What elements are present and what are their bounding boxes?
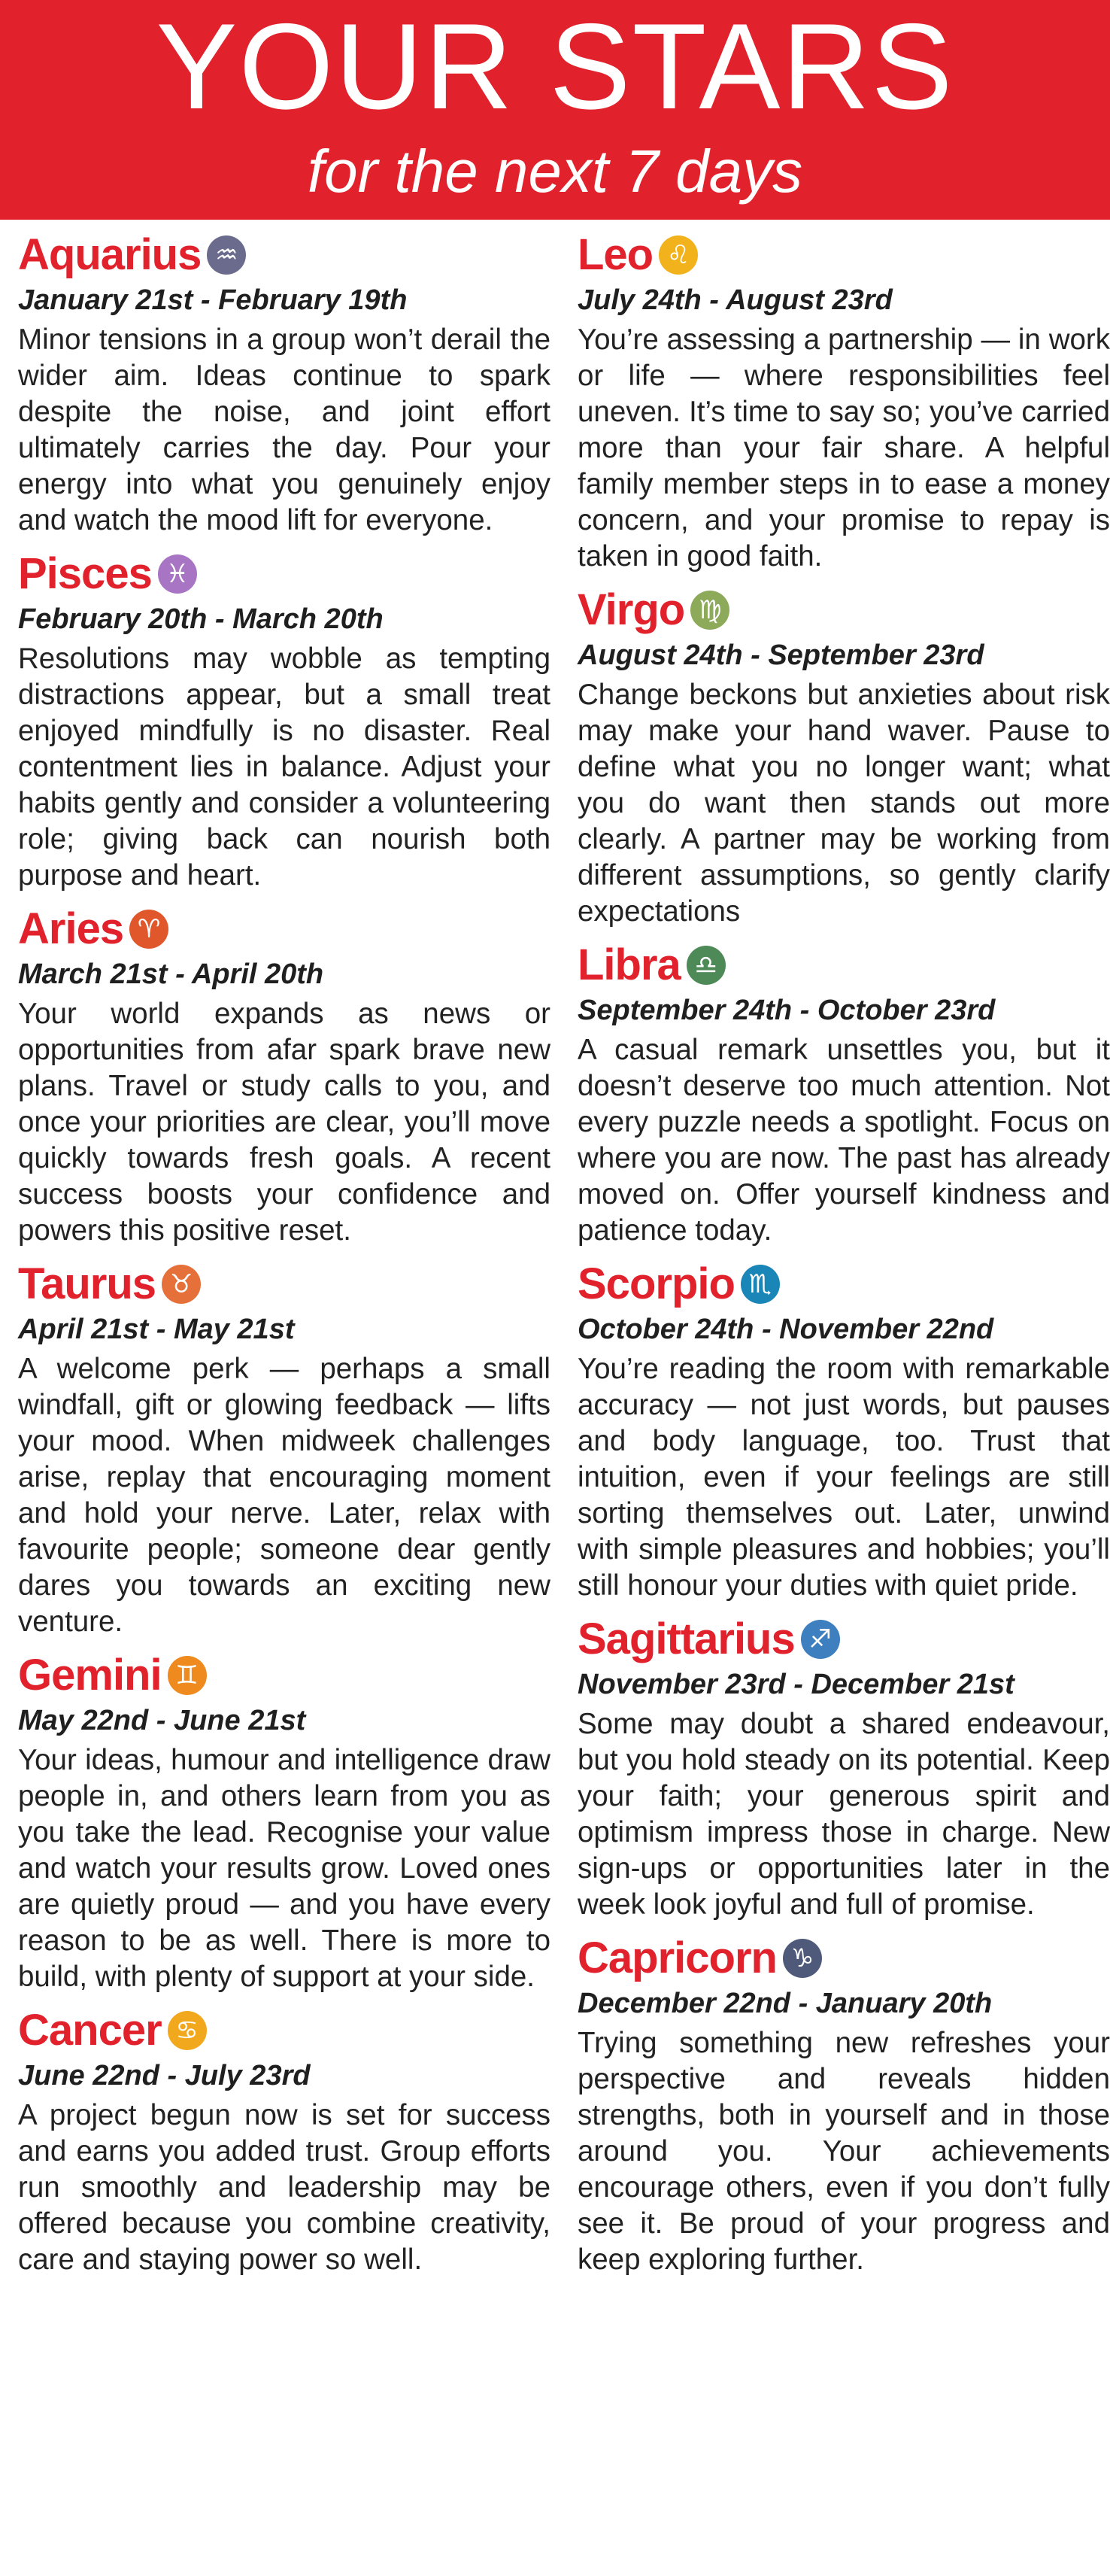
sign-horoscope-text: You’re assessing a partnership — in work or life — where responsibilities feel uneven. It’s time to say so; you’ve carried more than your fair share. A helpful family member steps in to ease a money concern, and your promise to repay is taken in good faith. xyxy=(578,324,1110,573)
sign-header xyxy=(18,1651,550,1700)
sign-name: Virgo xyxy=(578,585,685,634)
sign-header xyxy=(18,904,550,954)
sign-horoscope-text: Change beckons but anxieties about risk may make your hand waver. Pause to define what you no longer want; what you do want then stands out more clearly. A partner may be working from different assumptions, so gently clarify expectations xyxy=(578,679,1110,928)
sagittarius-icon: ♐︎ xyxy=(801,1620,840,1659)
cancer-icon: ♋︎ xyxy=(168,2011,207,2050)
sign-horoscope-text: Minor tensions in a group won’t derail the wider aim. Ideas continue to spark despite the noise, and joint effort ultimately carries the day. Pour your energy into what you genuinely enjoy and watch the mood lift for everyone. xyxy=(18,324,550,536)
sign-dates: March 21st - April 20th xyxy=(18,958,324,990)
sign-dates: May 22nd - June 21st xyxy=(18,1705,306,1736)
sign-horoscope-text: Trying something new refreshes your perspective and reveals hidden strengths, both in yourself and in those around you. Your achievements encourage others, even if you don’t fully see it. Be proud of your progress and keep exploring further. xyxy=(578,2027,1110,2276)
sign-horoscope-text: A casual remark unsettles you, but it doesn’t deserve too much attention. Not every puzzle needs a spotlight. Focus on where you are now. The past has already moved on. Offer yourself kindness and patience today. xyxy=(578,1034,1110,1247)
sign-name: Taurus xyxy=(18,1259,156,1308)
sign-horoscope-text: You’re reading the room with remarkable accuracy — not just words, but pauses and body language, too. Trust that intuition, even if your feelings are still sorting themselves out. Later, unwind with simple pleasures and hobbies; you’ll still honour your duties with quiet pride. xyxy=(578,1353,1110,1602)
header-banner xyxy=(0,0,1110,220)
sign-header xyxy=(18,1259,550,1309)
sign-gemini xyxy=(18,1651,550,1995)
sign-virgo xyxy=(578,585,1110,930)
sign-dates: August 24th - September 23rd xyxy=(578,639,984,671)
sign-header xyxy=(578,940,1110,990)
virgo-icon: ♍︎ xyxy=(690,591,729,630)
sign-dates: November 23rd - December 21st xyxy=(578,1669,1014,1700)
sign-name: Cancer xyxy=(18,2006,162,2055)
sign-dates: September 24th - October 23rd xyxy=(578,995,996,1026)
sign-header xyxy=(18,2006,550,2055)
sign-capricorn xyxy=(578,1934,1110,2278)
gemini-icon: ♊︎ xyxy=(168,1656,207,1695)
sign-aquarius xyxy=(18,230,550,539)
sign-name: Aries xyxy=(18,904,124,953)
sign-dates: January 21st - February 19th xyxy=(18,284,408,316)
leo-icon: ♌︎ xyxy=(659,235,698,275)
sign-header xyxy=(578,1615,1110,1664)
page-subtitle: for the next 7 days xyxy=(307,138,803,205)
pisces-icon: ♓︎ xyxy=(158,554,197,594)
sign-scorpio xyxy=(578,1259,1110,1604)
sign-header xyxy=(578,1259,1110,1309)
sign-leo xyxy=(578,230,1110,575)
sign-name: Gemini xyxy=(18,1651,162,1700)
sign-header xyxy=(578,585,1110,635)
aquarius-icon: ♒︎ xyxy=(207,235,246,275)
sign-horoscope-text: Your world expands as news or opportunities from afar spark brave new plans. Travel or study calls to you, and once your priorities are clear, you’ll move quickly towards fresh goals. A recent success boosts your confidence and powers this positive reset. xyxy=(18,998,550,1247)
sign-horoscope-text: A project begun now is set for success and earns you added trust. Group efforts run smoothly and leadership may be offered because you combine creativity, care and staying power so well. xyxy=(18,2099,550,2276)
scorpio-icon: ♏︎ xyxy=(741,1265,780,1304)
sign-name: Capricorn xyxy=(578,1934,777,1982)
sign-horoscope-text: Resolutions may wobble as tempting distractions appear, but a small treat enjoyed mindfully is no disaster. Real contentment lies in balance. Adjust your habits gently and consider a volunteering role; giving back can nourish both purpose and heart. xyxy=(18,642,550,892)
sign-horoscope-text: Some may doubt a shared endeavour, but you hold steady on its potential. Keep your faith; your generous spirit and optimism impress those in charge. New sign-ups or opportunities later in the week look joyful and full of promise. xyxy=(578,1708,1110,1921)
sign-pisces xyxy=(18,549,550,894)
sign-name: Scorpio xyxy=(578,1259,735,1308)
libra-icon: ♎︎ xyxy=(687,946,726,985)
sign-name: Pisces xyxy=(18,549,152,598)
sign-name: Sagittarius xyxy=(578,1615,795,1663)
sign-name: Leo xyxy=(578,230,654,279)
sign-dates: July 24th - August 23rd xyxy=(578,284,893,316)
sign-name: Libra xyxy=(578,940,681,989)
sign-dates: October 24th - November 22nd xyxy=(578,1314,994,1345)
left-column xyxy=(18,220,550,2278)
sign-dates: April 21st - May 21st xyxy=(18,1314,295,1345)
sign-horoscope-text: A welcome perk — perhaps a small windfall, gift or glowing feedback — lifts your mood. When midweek challenges arise, replay that encouraging moment and hold your nerve. Later, relax with favourite people; someone dear gently dares you towards an exciting new venture. xyxy=(18,1353,550,1638)
sign-header xyxy=(578,230,1110,280)
sign-horoscope-text: Your ideas, humour and intelligence draw people in, and others learn from you as you take the lead. Recognise your value and watch your results grow. Loved ones are quietly proud — and you have every reason to be as well. There is more to build, with plenty of support at your side. xyxy=(18,1744,550,1993)
sign-header xyxy=(578,1934,1110,1983)
sign-aries xyxy=(18,904,550,1249)
sign-dates: February 20th - March 20th xyxy=(18,603,384,635)
sign-header xyxy=(18,230,550,280)
page-title: YOUR STARS xyxy=(156,0,954,135)
sign-name: Aquarius xyxy=(18,230,202,279)
sign-taurus xyxy=(18,1259,550,1640)
sign-header xyxy=(18,549,550,599)
right-column xyxy=(578,220,1110,2278)
taurus-icon: ♉︎ xyxy=(162,1265,201,1304)
sign-cancer xyxy=(18,2006,550,2278)
sign-dates: June 22nd - July 23rd xyxy=(18,2060,311,2091)
sign-sagittarius xyxy=(578,1615,1110,1923)
sign-dates: December 22nd - January 20th xyxy=(578,1988,993,2019)
capricorn-icon: ♑︎ xyxy=(783,1939,822,1978)
aries-icon: ♈︎ xyxy=(129,910,168,949)
sign-libra xyxy=(578,940,1110,1249)
